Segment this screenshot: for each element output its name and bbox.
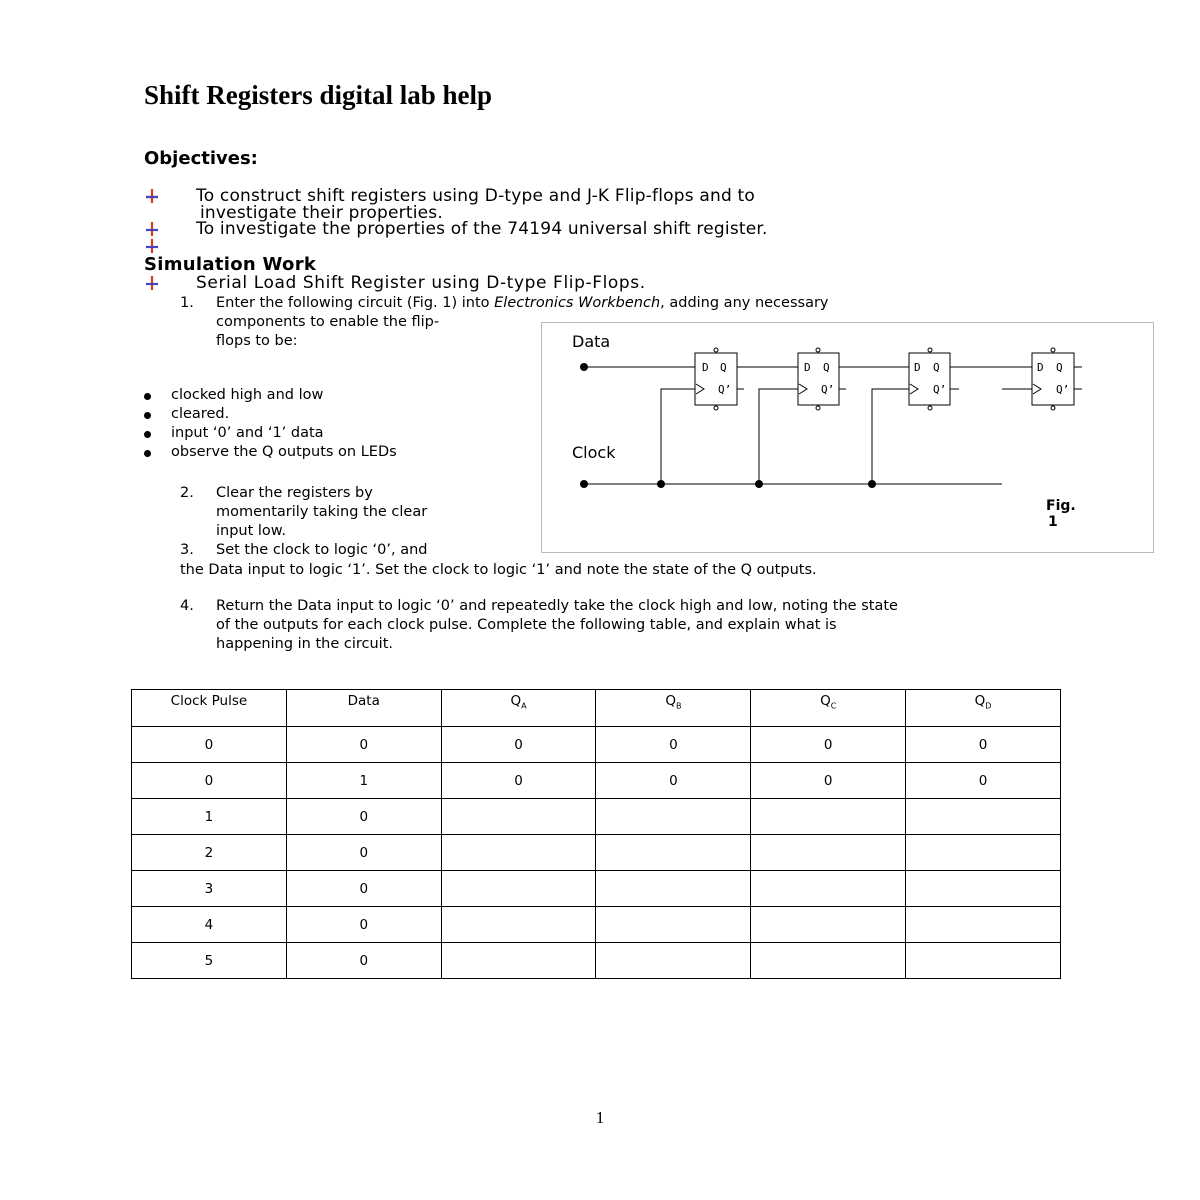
clock-branch-wire [872, 389, 909, 484]
table-cell: 1 [286, 763, 441, 799]
objective-text: To construct shift registers using D-type and J-K Flip-flops and to [196, 186, 756, 206]
arrow-bullet-icon [144, 221, 160, 237]
requirement-item: observe the Q outputs on LEDs [171, 444, 397, 460]
table-cell-blank[interactable] [751, 799, 906, 835]
ff-d-label: D [914, 361, 921, 374]
results-table [131, 689, 1061, 979]
table-cell: 5 [132, 943, 287, 979]
step-1-text: , adding any necessary [660, 295, 829, 311]
ff-qbar-label: Q’ [933, 383, 947, 396]
bullet-dot [144, 450, 151, 457]
step-1-number: 1. [180, 295, 194, 311]
flip-flop-c [909, 348, 959, 410]
ff-qbar-label: Q’ [718, 383, 732, 396]
table-cell: 4 [132, 907, 287, 943]
table-cell: 0 [596, 763, 751, 799]
step-2-number: 2. [180, 485, 194, 501]
simulation-subheading-text: Serial Load Shift Register using D-type Flip-Flops. [196, 273, 646, 293]
arrow-bullet-icon [144, 275, 160, 291]
table-cell: 0 [286, 727, 441, 763]
circuit-figure [541, 322, 1154, 553]
ff-d-label: D [702, 361, 709, 374]
circuit-diagram [542, 323, 1153, 552]
table-cell: 2 [132, 835, 287, 871]
table-cell: 0 [132, 763, 287, 799]
table-cell: 0 [596, 727, 751, 763]
flip-flop-a [695, 348, 744, 410]
bullet-dot [144, 431, 151, 438]
step-1-text: Enter the following circuit (Fig. 1) into [216, 295, 495, 311]
ff-d-label: D [1037, 361, 1044, 374]
subscript: A [521, 701, 527, 711]
table-row [132, 727, 1061, 763]
table-cell-blank[interactable] [906, 943, 1061, 979]
table-cell: 0 [286, 907, 441, 943]
subscript: D [985, 701, 992, 711]
table-row [132, 907, 1061, 943]
table-cell: 0 [441, 727, 596, 763]
table-cell: 0 [751, 727, 906, 763]
column-header-clock-pulse [132, 690, 287, 727]
table-cell-blank[interactable] [441, 835, 596, 871]
table-cell-blank[interactable] [751, 943, 906, 979]
requirement-item: cleared. [171, 406, 230, 422]
table-header-row [132, 690, 1061, 727]
clock-branch-wire [759, 389, 798, 484]
figure-caption: Fig. [1046, 498, 1076, 514]
step-3-number: 3. [180, 542, 194, 558]
step-2-line-3: input low. [216, 523, 286, 539]
step-2-line-2: momentarily taking the clear [216, 504, 428, 520]
table-cell-blank[interactable] [441, 907, 596, 943]
clock-label: Clock [572, 443, 616, 462]
table-cell: 0 [286, 799, 441, 835]
table-cell-blank[interactable] [596, 871, 751, 907]
arrow-bullet-icon [144, 238, 160, 254]
step-3-line-1: Set the clock to logic ‘0’, and [216, 542, 428, 558]
column-header-qd [906, 690, 1061, 727]
table-cell: 0 [441, 763, 596, 799]
table-cell: 1 [132, 799, 287, 835]
ff-d-label: D [804, 361, 811, 374]
ff-q-label: Q [1056, 361, 1063, 374]
column-header-data [286, 690, 441, 727]
table-cell: 0 [286, 871, 441, 907]
flip-flop-b [798, 348, 846, 410]
table-cell-blank[interactable] [441, 943, 596, 979]
table-cell-blank[interactable] [441, 871, 596, 907]
table-row [132, 943, 1061, 979]
step-3-line-2: the Data input to logic ‘1’. Set the clock to logic ‘1’ and note the state of the Q outputs. [180, 562, 817, 578]
table-cell: 0 [906, 763, 1061, 799]
table-cell-blank[interactable] [441, 799, 596, 835]
column-header-text: Q [510, 693, 522, 709]
column-header-text: Q [974, 693, 986, 709]
table-cell-blank[interactable] [906, 799, 1061, 835]
table-cell: 0 [286, 943, 441, 979]
arrow-bullet-icon [144, 188, 160, 204]
ff-qbar-label: Q’ [821, 383, 835, 396]
column-header-qa [441, 690, 596, 727]
page-number: 1 [595, 1108, 605, 1127]
software-name: Electronics Workbench [494, 295, 661, 311]
table-row [132, 835, 1061, 871]
table-cell: 0 [132, 727, 287, 763]
requirement-item: clocked high and low [171, 387, 324, 403]
simulation-heading: Simulation Work [144, 254, 317, 275]
column-header-text: Clock Pulse [170, 693, 248, 709]
table-cell: 0 [286, 835, 441, 871]
table-cell: 0 [906, 727, 1061, 763]
table-row [132, 763, 1061, 799]
bullet-dot [144, 412, 151, 419]
table-cell-blank[interactable] [751, 871, 906, 907]
ff-qbar-label: Q’ [1056, 383, 1070, 396]
table-cell-blank[interactable] [906, 835, 1061, 871]
ff-q-label: Q [720, 361, 727, 374]
column-header-text: Q [820, 693, 831, 709]
table-cell-blank[interactable] [596, 907, 751, 943]
objective-text: investigate their properties. [200, 203, 443, 223]
column-header-text: Q [665, 693, 676, 709]
subscript: B [675, 701, 682, 711]
column-header-qb [596, 690, 751, 727]
bullet-dot [144, 393, 151, 400]
step-4-line-3: happening in the circuit. [216, 636, 393, 652]
step-4-number: 4. [180, 598, 194, 614]
table-cell-blank[interactable] [596, 943, 751, 979]
table-cell-blank[interactable] [751, 835, 906, 871]
objective-text: To investigate the properties of the 74194 universal shift register. [196, 219, 768, 239]
ff-q-label: Q [933, 361, 940, 374]
ff-q-label: Q [823, 361, 830, 374]
step-1-line-3: flops to be: [216, 333, 298, 349]
step-4-line-2: of the outputs for each clock pulse. Complete the following table, and explain what is [216, 617, 837, 633]
step-1-line-2: components to enable the flip- [216, 314, 440, 330]
table-cell: 0 [751, 763, 906, 799]
figure-caption-number: 1 [1048, 514, 1058, 530]
table-cell-blank[interactable] [596, 835, 751, 871]
requirement-item: input ‘0’ and ‘1’ data [171, 425, 324, 441]
subscript: C [830, 701, 837, 711]
table-cell-blank[interactable] [906, 907, 1061, 943]
flip-flop-d [1032, 348, 1082, 410]
column-header-qc [751, 690, 906, 727]
column-header-text: Data [347, 693, 380, 709]
data-label: Data [572, 332, 611, 351]
table-cell: 3 [132, 871, 287, 907]
table-row [132, 871, 1061, 907]
page-title: Shift Registers digital lab help [144, 80, 493, 110]
objectives-heading: Objectives: [144, 148, 258, 169]
table-cell-blank[interactable] [751, 907, 906, 943]
step-2-line-1: Clear the registers by [216, 485, 373, 501]
step-1-line-1 [216, 294, 829, 314]
table-cell-blank[interactable] [596, 799, 751, 835]
step-4-line-1: Return the Data input to logic ‘0’ and repeatedly take the clock high and low, noting the state [216, 598, 898, 614]
table-row [132, 799, 1061, 835]
table-cell-blank[interactable] [906, 871, 1061, 907]
clock-branch-wire [661, 389, 695, 484]
